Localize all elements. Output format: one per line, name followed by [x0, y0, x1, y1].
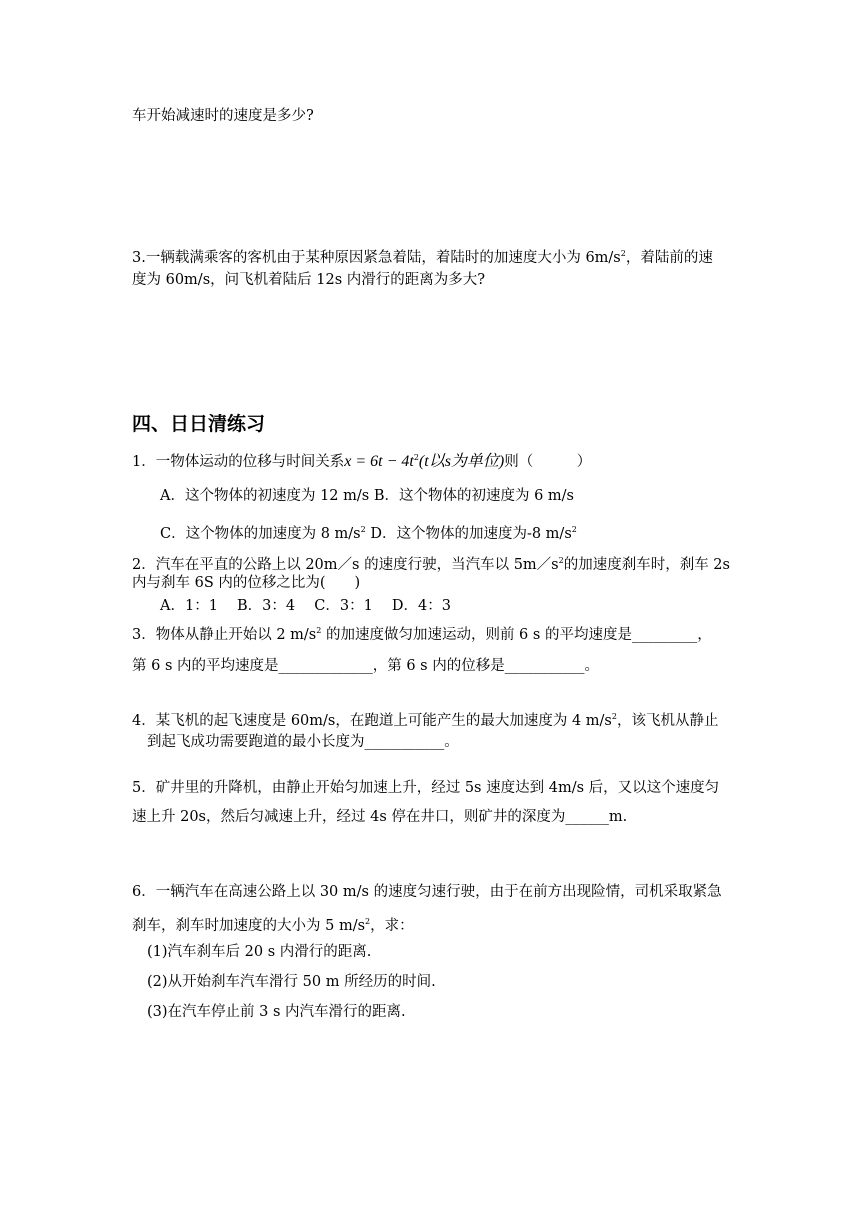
- p2-text-b: 的加速度刹车时，刹车 2s: [563, 557, 730, 573]
- p6-text-2a: 刹车，刹车时加速度的大小为 5 m/s: [132, 918, 366, 934]
- q3-prev-line-2: [132, 270, 485, 290]
- p1-stem-text-a: 1．一物体运动的位移与时间关系: [132, 454, 345, 470]
- p2-text-a: 2．汽车在平直的公路上以 20m／s 的速度行驶，当汽车以 5m／s: [132, 557, 559, 573]
- q3-prev-text-b: ，着陆前的速: [625, 250, 713, 266]
- p4-text-a: 4．某飞机的起飞速度是 60m/s，在跑道上可能产生的最大加速度为 4 m/s: [132, 713, 612, 729]
- p1-option-d: D．这个物体的加速度为-8 m/s: [365, 526, 572, 542]
- p4-line-2: [147, 732, 459, 752]
- superscript: 2: [413, 453, 419, 462]
- p6-sub-3-text: (3)在汽车停止前 3 s 内汽车滑行的距离.: [147, 1004, 406, 1020]
- p6-text-1: 6．一辆汽车在高速公路上以 30 m/s 的速度匀速行驶，由于在前方出现险情，司机采取紧急: [132, 884, 722, 900]
- p6-line-1: [132, 882, 722, 902]
- p2-line-2: [132, 573, 360, 593]
- p6-sub-1-text: (1)汽车刹车后 20 s 内滑行的距离.: [147, 944, 372, 960]
- p4-text-2: 到起飞成功需要跑道的最小长度为___________。: [147, 734, 459, 750]
- superscript: 2: [365, 917, 371, 926]
- superscript: 2: [620, 249, 626, 258]
- q3-prev-text-a: 3.一辆载满乘客的客机由于某种原因紧急着陆，着陆时的加速度大小为 6m/s: [132, 250, 621, 266]
- p1-stem: [132, 448, 591, 472]
- p5-text-2: 速上升 20s，然后匀减速上升，经过 4s 停在井口，则矿井的深度为______m.: [132, 809, 628, 825]
- q3-prev-text-2: 度为 60m/s，问飞机着陆后 12s 内滑行的距离为多大?: [132, 272, 486, 288]
- p3-text-b: 的加速度做匀加速运动，则前 6 s 的平均速度是_________，: [321, 627, 712, 643]
- fragment-text: 车开始减速时的速度是多少?: [132, 108, 314, 124]
- p6-sub-1: [147, 942, 371, 962]
- p3-line-1: [132, 621, 712, 645]
- p5-text-1: 5．矿井里的升降机，由静止开始匀加速上升，经过 5s 速度达到 4m/s 后，又以这个速度匀: [132, 780, 720, 796]
- p1-formula: x = 6t − 4t: [344, 453, 414, 470]
- p4-text-b: ，该飞机从静止: [616, 713, 719, 729]
- superscript: 2: [316, 626, 322, 635]
- p4-line-1: [132, 707, 718, 731]
- superscript: 2: [611, 712, 617, 721]
- p5-line-1: [132, 778, 719, 798]
- p3-text-2: 第 6 s 内的平均速度是_____________，第 6 s 内的位移是___________。: [132, 658, 599, 674]
- superscript: 2: [571, 525, 577, 534]
- superscript: 2: [558, 556, 564, 565]
- q3-prev-line-1: [132, 244, 713, 268]
- p6-sub-2-text: (2)从开始刹车汽车滑行 50 m 所经历的时间.: [147, 974, 436, 990]
- p2-options: [160, 596, 451, 616]
- p6-line-2: [132, 912, 414, 936]
- p1-options-ab: [160, 486, 574, 506]
- p6-sub-3: [147, 1002, 406, 1022]
- p2-line-1: [132, 551, 730, 575]
- p6-text-2b: ，求：: [370, 918, 414, 934]
- p1-option-c: C．这个物体的加速度为 8 m/s: [160, 526, 361, 542]
- p1-options-cd: [160, 520, 577, 544]
- p3-text-a: 3．物体从静止开始以 2 m/s: [132, 627, 317, 643]
- superscript: 2: [360, 525, 366, 534]
- p2-text-2: 内与刹车 6S 内的位移之比为( ): [132, 575, 361, 591]
- p5-line-2: [132, 807, 627, 827]
- fragment-line: [132, 106, 314, 126]
- p1-formula-unit: (t以s为单位): [418, 453, 505, 470]
- p1-options-ab-text: A．这个物体的初速度为 12 m/s B．这个物体的初速度为 6 m/s: [160, 488, 574, 504]
- p2-options-text: A．1：1 B．3：4 C．3：1 D．4：3: [160, 598, 451, 614]
- p6-sub-2: [147, 972, 436, 992]
- p3-line-2: [132, 656, 599, 676]
- p1-stem-text-b: 则（ ）: [504, 454, 592, 470]
- section-heading: 四、日日清练习: [132, 413, 266, 435]
